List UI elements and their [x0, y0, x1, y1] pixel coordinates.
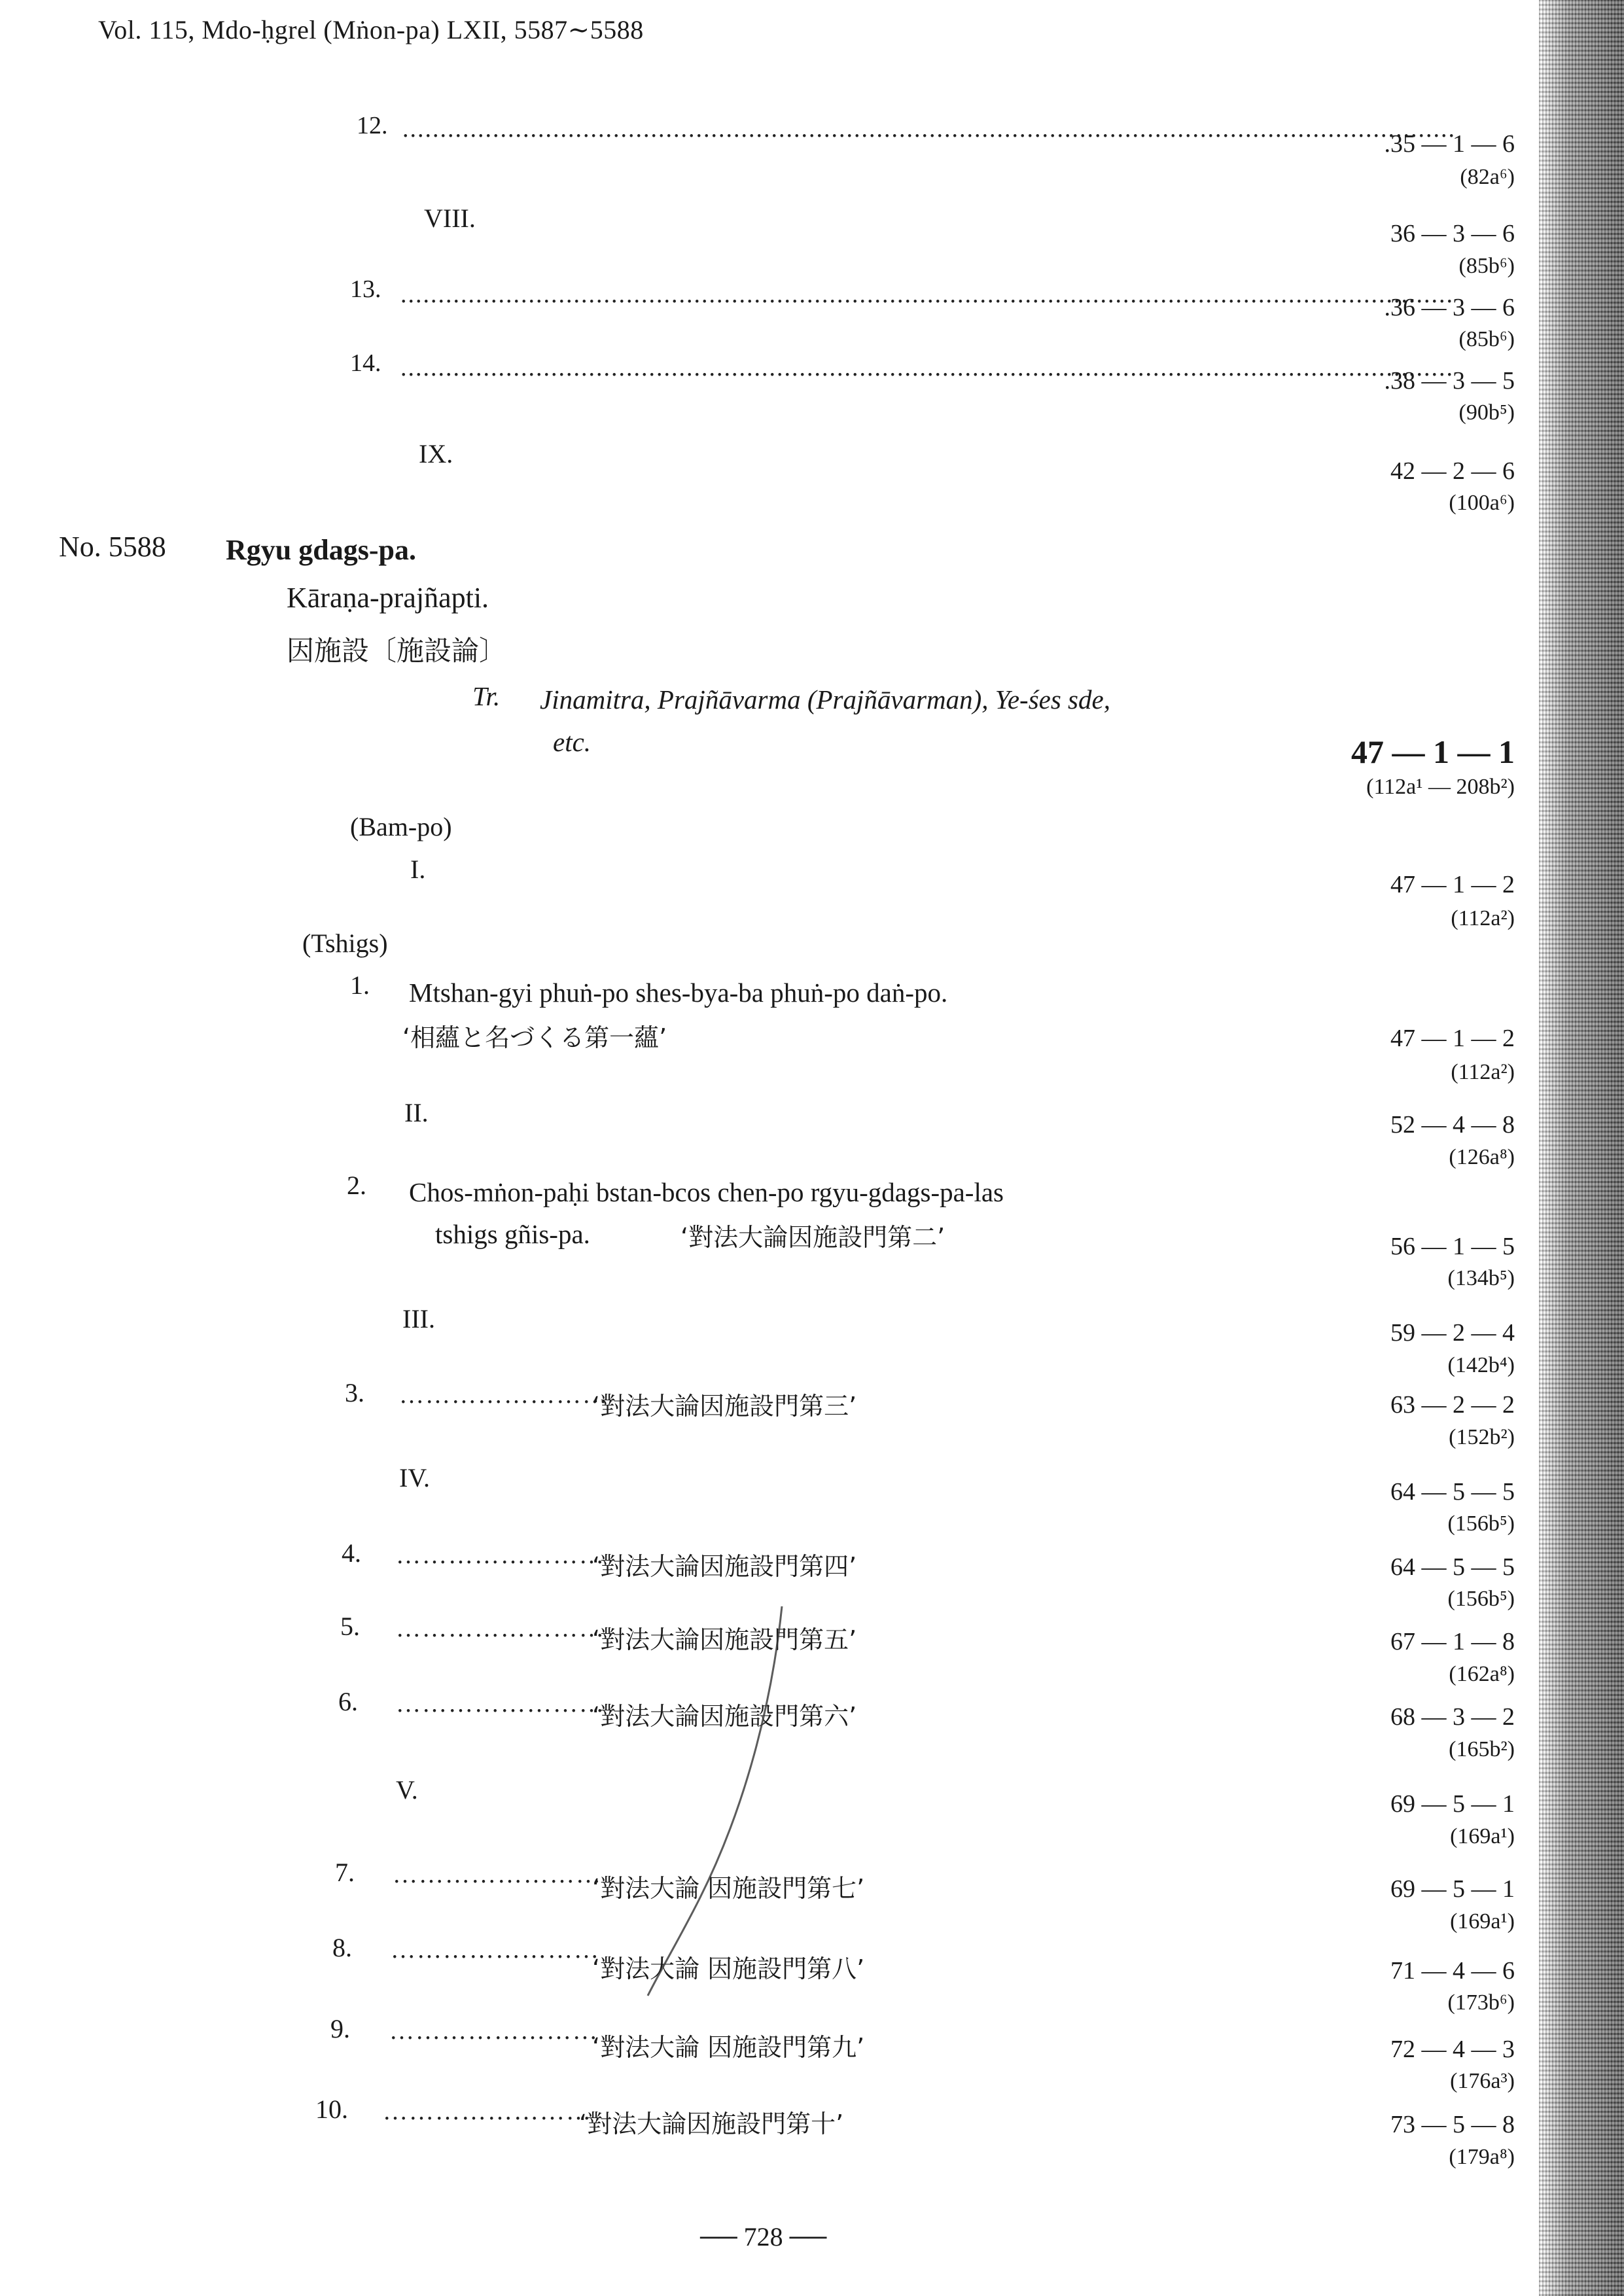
folio-ref: (173b⁶) — [1447, 1990, 1515, 2015]
chinese-title: ‘對法大論 因施設門第九’ — [592, 2033, 865, 2062]
list-item-label: 2. — [347, 1171, 366, 1200]
bampo-label: II. — [404, 1098, 429, 1127]
location: 47 — 1 — 2 — [1390, 1025, 1515, 1052]
folio-ref: (112a²) — [1451, 906, 1515, 930]
bampo-label: IV. — [399, 1463, 431, 1492]
list-item-label: 13. — [350, 275, 381, 303]
sanskrit-title: Kāraṇa-prajñapti. — [287, 582, 489, 614]
dot-leader: …………………… — [383, 2098, 592, 2125]
location: 56 — 1 — 5 — [1390, 1233, 1515, 1260]
folio-ref: (162a⁸) — [1449, 1662, 1515, 1686]
chinese-title: ‘對法大論因施設門第二’ — [680, 1223, 945, 1252]
list-item-label: 6. — [338, 1687, 358, 1716]
folio-ref: (152b²) — [1449, 1425, 1515, 1449]
location: .36 — 3 — 6 — [1384, 294, 1515, 321]
folio-ref: (169a¹) — [1450, 1909, 1515, 1934]
dot-leader: …………………… — [389, 2017, 599, 2045]
chinese-title: ‘對法大論 因施設門第七’ — [592, 1874, 865, 1903]
page-number: ── 728 ── — [700, 2222, 827, 2252]
location: 63 — 2 — 2 — [1390, 1391, 1515, 1419]
chinese-title: ‘對法大論因施設門第四’ — [592, 1552, 857, 1581]
folio-ref: (165b²) — [1449, 1737, 1515, 1761]
folio-ref: (134b⁵) — [1447, 1266, 1515, 1290]
location: 72 — 4 — 3 — [1390, 2036, 1515, 2063]
folio-ref: (85b⁶) — [1458, 254, 1515, 278]
location: 69 — 5 — 1 — [1390, 1790, 1515, 1818]
translators-cont: etc. — [553, 727, 591, 757]
dot-leader: …………………… — [396, 1542, 605, 1569]
location: 52 — 4 — 8 — [1390, 1111, 1515, 1139]
entry-number: No. 5588 — [59, 531, 166, 563]
list-item-label: 4. — [342, 1538, 361, 1568]
tibetan-title: Chos-mṅon-paḥi bstan-bcos chen-po rgyu-gdags-pa-las — [409, 1177, 1004, 1207]
location: 71 — 4 — 6 — [1390, 1957, 1515, 1985]
dot-leader: …………………… — [391, 1936, 600, 1964]
chinese-title: ‘對法大論因施設門第三’ — [592, 1392, 857, 1421]
location: 64 — 5 — 5 — [1390, 1478, 1515, 1506]
location: 47 — 1 — 2 — [1390, 871, 1515, 898]
bampo-heading: (Bam-po) — [350, 812, 452, 841]
folio-ref: (82a⁶) — [1460, 165, 1515, 189]
translators: Jinamitra, Prajñāvarma (Prajñāvarman), Ye-śes sde, — [540, 684, 1110, 715]
dot-leader: ............................................................................................................................................ — [402, 115, 1456, 143]
entry-range: 47 — 1 — 1 — [1351, 733, 1515, 770]
dot-leader: ............................................................................................................................................ — [400, 354, 1454, 381]
bampo-label: IX. — [419, 439, 453, 468]
folio-ref: (85b⁶) — [1458, 327, 1515, 351]
translator-prefix: Tr. — [472, 681, 501, 711]
folio-ref: (112a²) — [1451, 1060, 1515, 1084]
list-item-label: 5. — [340, 1612, 360, 1641]
tshigs-heading: (Tshigs) — [302, 928, 388, 958]
entry-title: Rgyu gdags-pa. — [226, 534, 416, 566]
folio-ref: (169a¹) — [1450, 1824, 1515, 1848]
location: 42 — 2 — 6 — [1390, 457, 1515, 485]
list-item-label: 7. — [335, 1858, 355, 1887]
list-item-label: 10. — [315, 2094, 348, 2124]
bampo-label: I. — [410, 855, 426, 884]
location: 68 — 3 — 2 — [1390, 1703, 1515, 1731]
folio-ref: (156b⁵) — [1447, 1511, 1515, 1536]
folio-ref: (156b⁵) — [1447, 1587, 1515, 1611]
location: .38 — 3 — 5 — [1384, 367, 1515, 395]
folio-ref: (90b⁵) — [1458, 400, 1515, 425]
bampo-label: III. — [402, 1304, 435, 1333]
folio-ref: (142b⁴) — [1447, 1353, 1515, 1377]
bampo-label: VIII. — [424, 203, 476, 233]
folio-ref: (176a³) — [1450, 2069, 1515, 2093]
list-item-label: 9. — [330, 2014, 350, 2043]
chinese-title: ‘對法大論因施設門第六’ — [592, 1702, 857, 1731]
entry-range-ref: (112a¹ — 208b²) — [1366, 775, 1515, 799]
location: 67 — 1 — 8 — [1390, 1628, 1515, 1655]
folio-ref: (100a⁶) — [1449, 491, 1515, 515]
dot-leader: …………………… — [393, 1861, 602, 1888]
list-item-label: 14. — [350, 349, 381, 377]
location: 69 — 5 — 1 — [1390, 1875, 1515, 1903]
location: 73 — 5 — 8 — [1390, 2111, 1515, 2138]
location: 36 — 3 — 6 — [1390, 220, 1515, 247]
chinese-title: ‘對法大論因施設門第五’ — [592, 1625, 857, 1654]
chinese-title: ‘對法大論 因施設門第八’ — [592, 1954, 865, 1983]
running-header: Vol. 115, Mdo-ḥgrel (Mṅon-pa) LXII, 5587∼5588 — [98, 15, 644, 44]
chinese-title: ‘對法大論因施設門第十’ — [579, 2110, 844, 2138]
dot-leader: …………………… — [396, 1690, 605, 1718]
location: 64 — 5 — 5 — [1390, 1553, 1515, 1581]
scan-edge-shadow — [1539, 0, 1624, 2296]
location: 59 — 2 — 4 — [1390, 1319, 1515, 1347]
bampo-label: V. — [396, 1775, 418, 1805]
dot-leader: …………………… — [396, 1615, 605, 1642]
list-item-label: 1. — [350, 970, 370, 1000]
tibetan-title: Mtshan-gyi phuṅ-po shes-bya-ba phuṅ-po daṅ-po. — [409, 978, 948, 1008]
list-item-label: 12. — [357, 112, 388, 139]
dot-leader: ............................................................................................................................................ — [400, 281, 1454, 308]
list-item-label: 8. — [332, 1933, 352, 1962]
tibetan-title-cont: tshigs gñis-pa. — [435, 1219, 590, 1249]
chinese-title: ‘相蘊と名づくる第一蘊’ — [402, 1023, 667, 1052]
dot-leader: …………………… — [399, 1381, 609, 1409]
location: .35 — 1 — 6 — [1384, 130, 1515, 158]
list-item-label: 3. — [345, 1378, 364, 1407]
folio-ref: (126a⁸) — [1449, 1145, 1515, 1169]
chinese-title: 因施設〔施設論〕 — [287, 635, 507, 667]
folio-ref: (179a⁸) — [1449, 2145, 1515, 2169]
